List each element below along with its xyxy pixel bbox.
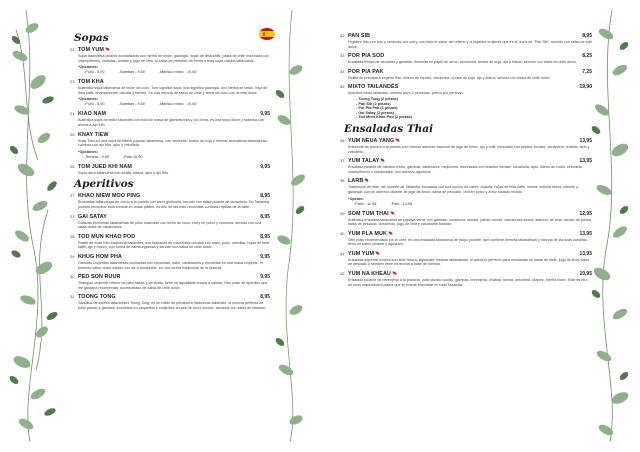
menu-item-header	[70, 213, 270, 221]
item-price: 12,95	[579, 210, 592, 217]
menu-item-header	[340, 137, 592, 145]
chili-pepper-icon	[396, 138, 400, 143]
item-description: Auténtica sopa de estilo tailandés con bola de masa de gambas frita y col china, es una sopa dulce y sabrosa con aroma a ajo frito.	[78, 118, 264, 127]
item-name: YUM TALAY	[348, 158, 380, 165]
item-name: TOONG TONG	[78, 294, 116, 301]
item-number: 27	[70, 193, 75, 199]
item-description: Gambas crujientes tailandesas cocinadas con escuridas, nabo, cacahuetes y envueltas en una masa crujiente, el perfecto sabor dulce salado con otr a cacahuete, es una receta tradicional de la realeza.	[78, 260, 263, 270]
menu-content-right	[340, 32, 592, 436]
item-description: Ensalada especial exótica con atún fresco, aguacate, hierbas tailandesas, el aderezo perfecto para ensaladas de pasta de chile, jugo de lima, salsa de pescado y también tiene un aroma a base de hierbas.	[348, 257, 590, 267]
item-number: 38	[340, 178, 345, 184]
option-price: -Gambas - 9,50	[118, 102, 145, 107]
item-name: KHUG HOM PHA	[78, 253, 123, 260]
menu-item-header	[340, 68, 592, 76]
item-number: 28	[70, 233, 75, 239]
sublist-entry: - Por Pia Pak (2 piezas)	[356, 106, 398, 111]
item-description: Pastel de maíz frito tradicional tailandés, son buñuelos de maíz fritos cocidos con maíz, pollo, cebollas, hojas de lima kaffir, ajo y huevo, con forma de hamburguesas y servido con salsa de chile dulce.	[78, 240, 270, 250]
menu-item-header	[70, 78, 270, 86]
menu-item	[340, 230, 592, 247]
item-description: Hojaldre frito con tofu y verduras con curry, con todo el sabor del relleno y el hojaldre crujiente que es el único de "Pan Sib", servido con salsa de chili dulce.	[348, 40, 592, 49]
item-number: 23	[70, 79, 75, 85]
item-description: Ensalada picante de marisco mixto, gambas, calamares, mejillones, mezclados con chalota, tomate, zanahoria, apio, fideos de vidrio, cebolleta, champiñones y cacahuetes, con aderezo agridulce.	[348, 165, 583, 174]
item-name: TOM YUM	[78, 47, 104, 53]
menu-item-header	[70, 233, 270, 241]
item-price: 13,95	[579, 158, 592, 165]
options-label: *Opciones:	[78, 65, 99, 70]
options-row	[84, 70, 270, 75]
menu-item	[70, 163, 270, 176]
item-number: 41	[340, 250, 345, 256]
menu-page-left	[8, 10, 308, 442]
option-price: -Pollo - 6,90	[84, 70, 105, 75]
menu-page-right	[330, 10, 630, 442]
options-row	[84, 155, 270, 160]
menu-item-header	[340, 52, 592, 60]
menu-item-header	[70, 192, 270, 200]
menu-item	[340, 210, 592, 227]
menu-item	[340, 83, 592, 120]
item-number: 39	[340, 210, 345, 216]
menu-item-header	[340, 32, 592, 40]
chili-pepper-icon	[388, 230, 392, 235]
item-name: POR PIA PAK	[348, 68, 384, 75]
option-price: -Gambas - 9,50	[118, 70, 145, 75]
menu-item-header	[340, 157, 592, 165]
item-number: 36	[340, 137, 345, 143]
item-number: 30	[70, 274, 75, 280]
options-row	[84, 102, 270, 107]
item-number: 34	[340, 68, 345, 74]
item-name: YUM YUM	[348, 250, 375, 257]
item-price: 9,95	[260, 253, 270, 260]
item-number: 40	[340, 230, 345, 236]
menu-content-left	[70, 32, 270, 436]
menu-item	[340, 177, 592, 206]
menu-item-header	[340, 210, 592, 218]
chili-pepper-icon	[105, 47, 109, 52]
menu-item	[70, 213, 270, 230]
item-price: 9,95	[260, 163, 270, 170]
item-name: TOM KHA	[78, 79, 104, 86]
menu-item	[340, 137, 592, 154]
item-name: KHAO NIEW MOO PING	[78, 193, 141, 200]
menu-item	[70, 273, 270, 290]
menu-item-header	[70, 46, 270, 54]
menu-item	[70, 253, 270, 270]
menu-item	[70, 192, 270, 209]
item-name: YUM PLA MUK	[348, 230, 387, 237]
menu-item-header	[70, 110, 270, 118]
item-name: SOM TUM THAI	[348, 210, 389, 217]
item-number: 31	[70, 294, 75, 300]
chili-pepper-icon	[365, 178, 369, 183]
sublist-entry: - Toong Tong (2 piezas)	[356, 96, 399, 101]
menu-item-header	[340, 270, 592, 278]
item-price: 8,95	[260, 233, 270, 240]
item-number: 24	[70, 111, 75, 117]
item-description: Saquitos de sobres tailandeses Toong Tong, es un rollito de primavera tradicional tailandés, la mezcla perfecta de pollo picado y gambas, envueltos en pequeños y crujientes crepes de arroz dorado, servidos con salsa de ciruelas.	[78, 301, 266, 310]
options-row	[354, 202, 592, 207]
item-price: 7,25	[582, 68, 592, 75]
item-price: 19,90	[579, 84, 592, 91]
menu-item	[70, 46, 270, 75]
item-name: YUM NA KHEAU	[348, 271, 391, 278]
menu-item	[340, 52, 592, 65]
menu-item-header	[70, 253, 270, 261]
menu-item	[70, 78, 270, 107]
options-label: *Opciones:	[78, 97, 99, 102]
leaf-border-left-icon	[8, 10, 68, 442]
menu-item-header	[70, 131, 270, 139]
leaf-border-right-icon	[272, 10, 308, 442]
menu-item	[70, 293, 270, 310]
item-name: MIXTO TAILANDÉS	[348, 84, 399, 91]
chili-pepper-icon	[381, 158, 385, 163]
section-title: Ensaladas Thai	[344, 122, 434, 135]
item-number: 25	[70, 131, 75, 137]
menu-item-header	[340, 230, 592, 238]
item-number: 27	[70, 213, 75, 219]
item-name: PED SON RUUR	[78, 274, 121, 281]
item-description: Sopa tailandesa picante aromatizada con hierba de limón, galangal, hojas de lima kaffir, pasta de chile mezclada con champiñones, chalotas, tomate y jugo de lima. la salsa de pescado da forma a esta sopa clásica tailandesa.	[78, 54, 269, 63]
sublist-entry: - Tod Mum Khao Pod (2 piezas)	[356, 115, 413, 120]
menu-item	[340, 32, 592, 49]
item-number: 42	[340, 271, 345, 277]
item-price: 8,95	[582, 33, 592, 39]
item-name: PAN SIB	[348, 33, 371, 39]
item-description: Ensalada fresca de verduras y gambas, envuelta en papel de arroz, zanahoria, brotes de soja, ajo y fideos, servido con salsa de chile dulce.	[348, 60, 577, 65]
chili-pepper-icon	[390, 210, 394, 215]
options-label: *Opción:	[348, 196, 364, 201]
option-price: -Pato 10,50	[122, 154, 143, 159]
menu-item	[340, 68, 592, 81]
menu-item-header	[70, 273, 270, 281]
item-description: Entrecote de ternera a la parrilla con nuestro aderezo especial de jugo de limón, ajo y chili, mezclado con pepino, tomate, zanahoria, chalota, apio y cebolleta.	[348, 144, 590, 154]
menu-item	[340, 250, 592, 267]
item-description: Sopa clara tailandesa con tortilla, fideos, apio y ajo frito.	[78, 170, 170, 175]
menu-item	[70, 233, 270, 250]
item-price: 13,95	[579, 137, 592, 144]
item-price: 8,95	[260, 193, 270, 200]
option-price: -Pollo - 6,90	[84, 102, 105, 107]
option-price: -Pato - 13,95	[390, 201, 413, 206]
item-price: 10,95	[579, 271, 592, 278]
item-description: Auténtica ensalada tailandesa de papaya verde con gambas, zanahoria, tomate, judías verdes, camarones secos, aderezo de lima, azúcar de palma, salsa de pescado, tamarindo, jugo de lima y cacahuete tostado.	[348, 217, 592, 227]
item-price: 9,95	[260, 111, 270, 118]
item-description: Tradicional de Isan, del noreste de Tailandia, ensalada con una opción de carne, chalota, hojas de lima kaffir, menta, cebolla tierna, cilantro y galangal, con un aderezo picante de jugo de limón, salsa de pescado, chili en polvo y arroz tostado molido.	[348, 185, 578, 194]
chili-pepper-icon	[375, 250, 379, 255]
item-price: 8,95	[260, 294, 270, 301]
item-name: TOD MUN KHAO POD	[78, 233, 136, 240]
item-number: 35	[340, 84, 345, 90]
leaf-border-right-icon	[590, 10, 630, 442]
item-price: 13,95	[579, 230, 592, 237]
item-description: Kuay Tiew es una sopa de fideos popular tailandesa, con verduras, brotes de soja y hierbas aromáticas tailandesas, cubierta con ajo frito, apio y cebolleta.	[78, 138, 268, 148]
item-price: 8,95	[260, 213, 270, 220]
section-title: Sopas	[74, 32, 109, 44]
item-number: 22	[70, 47, 75, 52]
option-price: -Marisco mixto - 10,50	[158, 70, 197, 75]
item-name: GAI SATAY	[78, 213, 107, 220]
menu-item-header	[340, 250, 592, 258]
item-description: Brochetas tailandesas de cerdo a la parrilla con arroz glutinoso, servido con salsa picante de tamarindo. En Tailandia puedes encontrar esta comida en todas partes, es uno de las más conocidas comidas rápidas de la calle.	[78, 200, 269, 209]
item-description: Auténtica sopa tailandesa de leche de coco, Tom significa sopa, kha significa galangal, con hierba de limón, hoja de lima kaffir, champiñones, cebolla y tomate. Es una mezcla de sabor de chile y leche de coco con aroma dulce.	[78, 86, 268, 95]
item-name: LARB	[348, 178, 364, 185]
option-price: -Ternera - 9,95	[84, 154, 109, 159]
menu-item	[340, 270, 592, 287]
menu-item	[70, 110, 270, 127]
spain-flag-icon[interactable]	[259, 28, 275, 40]
item-description: Rollito de primavera vegetal frito, relleno de repollo, zanahoria, brotes de soja, ajo y fideos, servido con salsa de chile dulce.	[348, 75, 551, 80]
sublist-entry: - Pan Sib (2 piezas)	[356, 101, 391, 106]
menu-item-header	[340, 83, 592, 91]
option-price: -Pollo - 11,95	[354, 201, 377, 206]
item-number: 26	[70, 163, 75, 169]
menu-item	[340, 157, 592, 174]
menu-item-header	[70, 293, 270, 301]
item-number: 37	[340, 158, 345, 164]
option-price: -Marisco mixto - 10,50	[158, 102, 197, 107]
sublist-entry: - Gai Satay (2 piezas)	[356, 110, 394, 115]
item-price: 8,25	[582, 53, 592, 60]
item-price: 9,95	[260, 274, 270, 281]
section-title: Aperitivos	[74, 178, 134, 191]
item-name: POR PIA SOD	[348, 53, 385, 60]
item-name: KNAY TIEW	[78, 131, 109, 138]
item-sublist	[356, 97, 592, 120]
item-number: 33	[340, 53, 345, 59]
menu-item-header	[340, 177, 592, 185]
menu-item-header	[70, 163, 270, 171]
options-label: *Opciones:	[78, 149, 99, 154]
menu-item	[70, 131, 270, 160]
item-description: Otro plato recomendado por el chef, es una ensalada tailandesa de pulpo picante, que contiene hierbas tailandesas y mezcla de las islas canarias, tiene un sabor picante y agridulce.	[348, 237, 588, 247]
chili-pepper-icon	[392, 271, 396, 276]
item-number: 32	[340, 33, 345, 38]
item-price: 13,95	[579, 250, 592, 257]
item-description: Triángulo crujiente relleno de pato asado y verduras, tiene un agradable aroma a canela. Otro plato de aperitivo que me gustaría recomendar, acompañado de salsa de chile dulce.	[78, 281, 268, 290]
item-name: KIAO NAM	[78, 111, 107, 118]
item-description: Ensalada picante de berenjena a la plancha, pollo picado cocido, gambas, berenjena, chalota, menta, cebolleta, cilantro, hierba limón. Este es otro de esos maravillosos platos que se puede encontrar en toda Tailandia.	[348, 278, 588, 287]
item-number: 29	[70, 253, 75, 259]
item-description: Aperitivo mixto tailandés, mínimo para 2 personas, precio por persona.	[348, 91, 464, 96]
item-description: Clásicas brochetas tailandesas de pollo marinado con leche de coco, curry en polvo y cúrcuma, servido con una salsa dulce de cacahuetes.	[78, 220, 262, 230]
item-name: YUM NEUA YANG	[348, 137, 395, 144]
item-name: TOM JUED KHI NAM	[78, 163, 132, 170]
